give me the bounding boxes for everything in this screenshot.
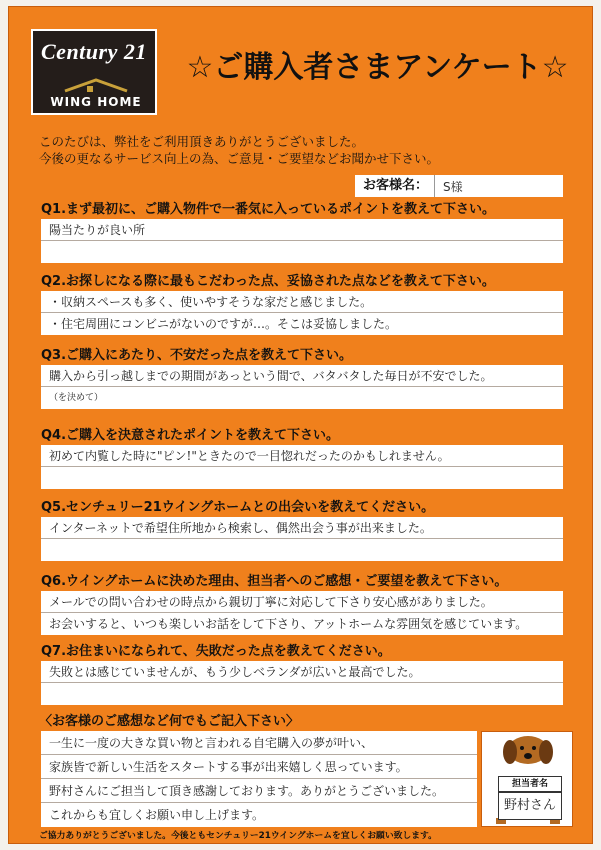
question-2: Q2.お探しになる際に最もこだわった点、妥協された点などを教えて下さい。 [41, 274, 495, 289]
question-7: Q7.お住まいになられて、失敗だった点を教えてください。 [41, 644, 391, 659]
customer-name-label: お客様名： [355, 175, 435, 197]
intro-line-2: 今後の更なるサービス向上の為、ご意見・ご要望などお聞かせ下さい。 [39, 151, 440, 166]
answer-line: ・住宅周囲にコンビニがないのですが…。そこは妥協しました。 [49, 317, 398, 331]
comment-line: 一生に一度の大きな買い物と言われる自宅購入の夢が叶い、 [41, 731, 477, 755]
staff-label: 担当者名 [498, 776, 562, 792]
answer-line: 初めて内覧した時に"ピン!"ときたので一目惚れだったのかもしれません。 [41, 445, 563, 467]
question-5: Q5.センチュリー21ウイングホームとの出会いを教えてください。 [41, 500, 435, 515]
survey-title: ☆ご購入者さまアンケート☆ [186, 50, 569, 85]
century21-logo [31, 29, 157, 115]
answer-line [41, 683, 563, 705]
comment-line: 野村さんにご担当して頂き感謝しております。ありがとうございました。 [41, 779, 477, 803]
answer-line: ・収納スペースも多く、使いやすそうな家だと感じました。 [41, 291, 563, 313]
comment-line: これからも宜しくお願い申し上げます。 [49, 808, 265, 822]
comment-line: 家族皆で新しい生活をスタートする事が出来嬉しく思っています。 [41, 755, 477, 779]
logo-brand: Century 21 [41, 39, 147, 64]
question-1: Q1.まず最初に、ご購入物件で一番気に入っているポイントを教えて下さい。 [41, 202, 496, 217]
answer-line: メールでの問い合わせの時点から親切丁寧に対応して下さり安心感がありました。 [41, 591, 563, 613]
answer-box-7 [41, 661, 563, 705]
answer-box-1 [41, 219, 563, 263]
answer-box-3 [41, 365, 563, 409]
question-3: Q3.ご購入にあたり、不安だった点を教えて下さい。 [41, 348, 353, 363]
questionnaire-sheet [8, 6, 593, 844]
footer-note: ご協力ありがとうございました。今後ともセンチュリー21ウイングホームを宜しくお願い致します。 [39, 831, 437, 841]
answer-box-5 [41, 517, 563, 561]
logo-subtitle: WING HOME [50, 95, 142, 109]
answer-box-6 [41, 591, 563, 635]
answer-line: インターネットで希望住所地から検索し、偶然出会う事が出来ました。 [41, 517, 563, 539]
answer-box-2 [41, 291, 563, 335]
answer-line: 陽当たりが良い所 [41, 219, 563, 241]
answer-line: （を決めて） [49, 393, 104, 403]
answer-line [41, 241, 563, 263]
staff-box [481, 731, 573, 827]
staff-name: 野村さん [498, 792, 562, 820]
question-6: Q6.ウイングホームに決めた理由、担当者へのご感想・ご要望を教えて下さい。 [41, 574, 508, 589]
answer-line [41, 467, 563, 489]
comment-heading: 〈お客様のご感想など何でもご記入下さい〉 [39, 714, 300, 729]
customer-name-value: S様 [443, 179, 463, 194]
answer-line [41, 539, 563, 561]
intro-text [39, 133, 579, 167]
answer-line: 失敗とは感じていませんが、もう少しベランダが広いと最高でした。 [41, 661, 563, 683]
house-roof-icon [63, 77, 129, 93]
answer-line: お会いすると、いつも楽しいお話をして下さり、アットホームな雰囲気を感じています。 [49, 617, 528, 631]
customer-name-field [355, 175, 563, 197]
comment-box [41, 731, 477, 827]
answer-box-4 [41, 445, 563, 489]
answer-line: 購入から引っ越しまでの期間があっという間で、バタバタした毎日が不安でした。 [41, 365, 563, 387]
question-4: Q4.ご購入を決意されたポイントを教えて下さい。 [41, 428, 340, 443]
intro-line-1: このたびは、弊社をご利用頂きありがとうございました。 [39, 134, 365, 149]
